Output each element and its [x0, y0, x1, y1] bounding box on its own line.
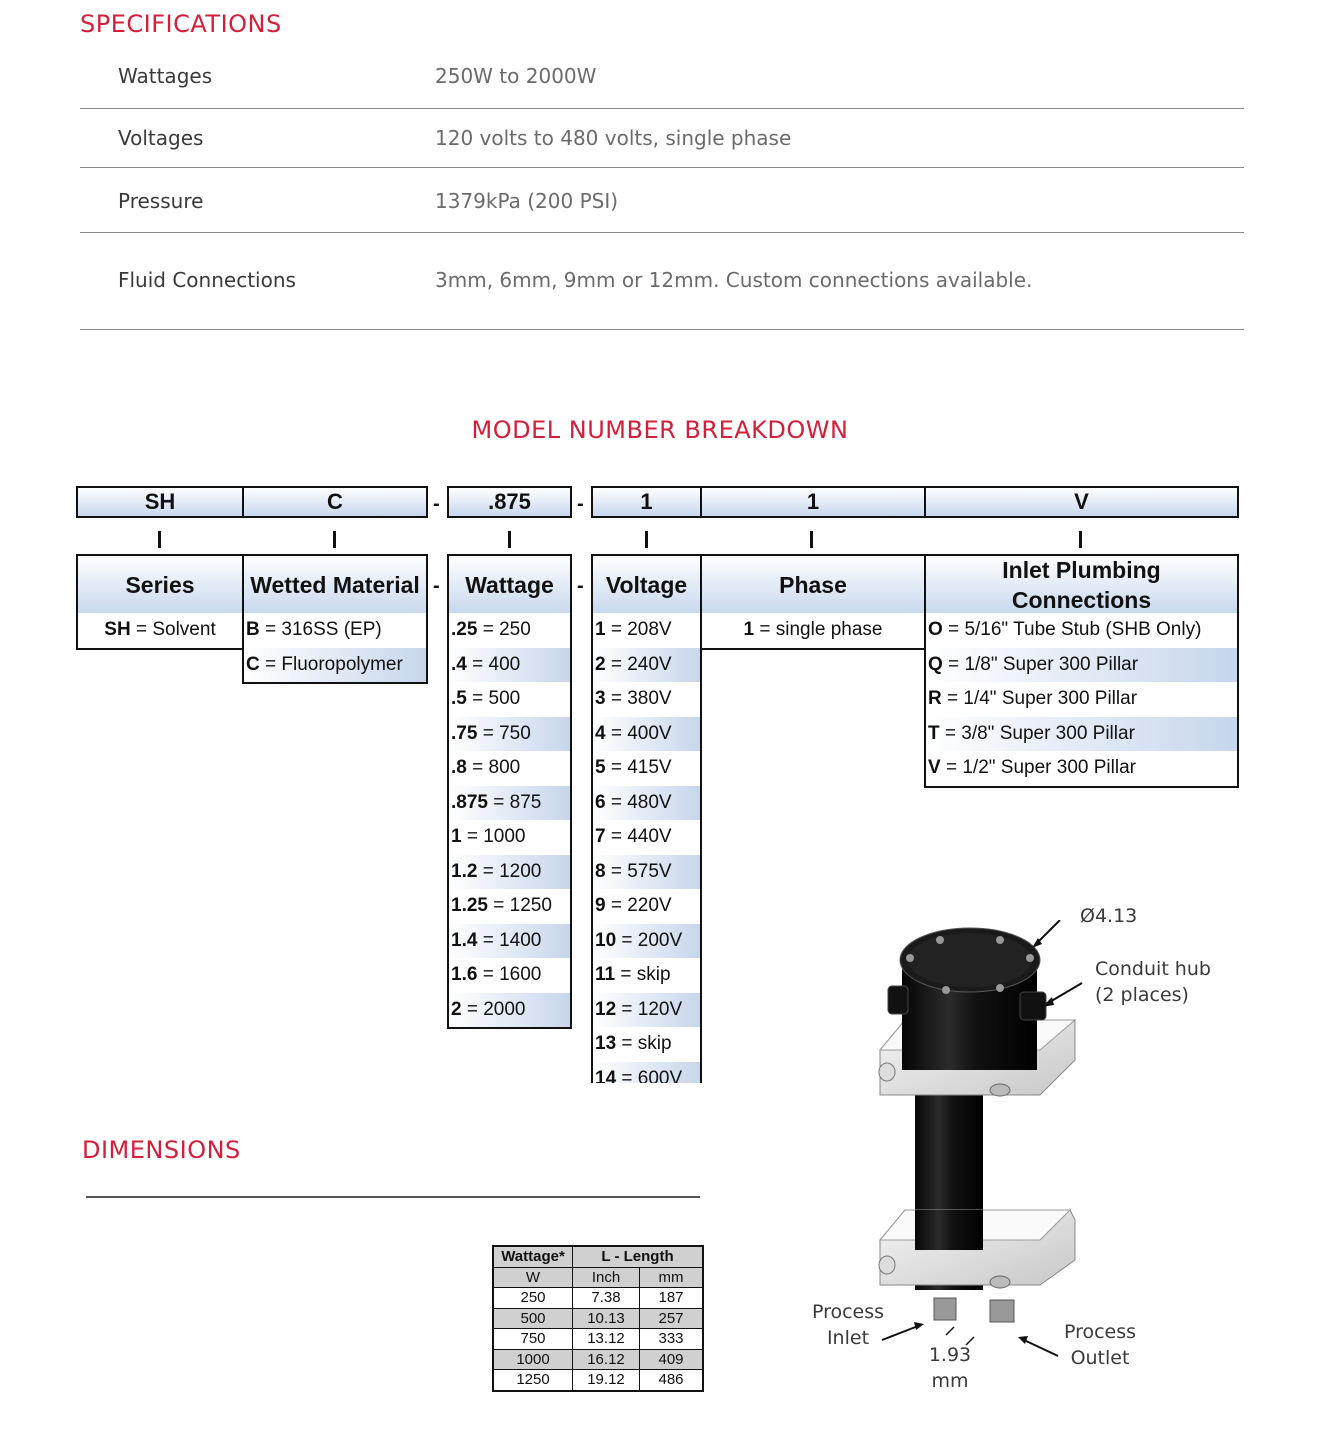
table-cell: 10.13 [573, 1308, 640, 1329]
voltage-option: 1 = 208V [595, 619, 672, 641]
table-header: L - Length [573, 1246, 704, 1267]
material-option: C = Fluoropolymer [244, 648, 426, 683]
process-inlet-label: Process Inlet [811, 1301, 885, 1349]
inlet-header: Inlet Plumbing Connections [926, 556, 1237, 613]
voltage-option: 9 = 220V [595, 895, 672, 917]
wattage-column [447, 554, 572, 1029]
wattage-option: 1.25 = 1250 [451, 895, 552, 917]
connector-tick [1079, 531, 1082, 548]
spec-label: Voltages [118, 126, 204, 150]
series-option: SH = Solvent [104, 619, 216, 641]
outlet-arrow-icon [1012, 1332, 1062, 1362]
wattage-option: .875 = 875 [449, 786, 570, 821]
spec-value: 120 volts to 480 volts, single phase [435, 126, 792, 150]
table-cell: 486 [640, 1370, 704, 1391]
table-cell: 750 [493, 1329, 573, 1350]
code-dash: - [433, 493, 440, 515]
material-option: B = 316SS (EP) [246, 619, 382, 641]
wattage-option: .75 = 750 [449, 717, 570, 752]
code-series: SH [76, 486, 244, 518]
specifications-title: SPECIFICATIONS [80, 10, 282, 38]
table-subheader: mm [640, 1267, 704, 1288]
voltage-header: Voltage [593, 556, 700, 613]
spec-row-pressure [80, 167, 1244, 233]
wattage-option: 1.6 = 1600 [451, 964, 542, 986]
spec-label: Fluid Connections [118, 268, 296, 292]
table-cell: 187 [640, 1288, 704, 1309]
wattage-option: 1.2 = 1200 [449, 855, 570, 890]
table-subheader: Inch [573, 1267, 640, 1288]
table-row [493, 1370, 703, 1391]
voltage-option: 2 = 240V [593, 648, 700, 683]
voltage-column [591, 554, 702, 1083]
connector-tick [508, 531, 511, 548]
inlet-option: V = 1/2" Super 300 Pillar [928, 757, 1136, 779]
material-header: Wetted Material [244, 556, 426, 613]
table-cell: 1250 [493, 1370, 573, 1391]
code-voltage: 1 [591, 486, 702, 518]
voltage-option: 13 = skip [595, 1033, 672, 1055]
spec-row-fluid-connections [80, 232, 1244, 330]
table-row [493, 1349, 703, 1370]
conduit-arrow-icon [1020, 975, 1090, 1015]
spec-value: 250W to 2000W [435, 64, 597, 88]
code-inlet: V [924, 486, 1239, 518]
spec-label: Wattages [118, 64, 213, 88]
process-outlet-label: Process Outlet [1063, 1321, 1137, 1369]
table-cell: 500 [493, 1308, 573, 1329]
inlet-option: O = 5/16" Tube Stub (SHB Only) [928, 619, 1202, 641]
connector-tick [333, 531, 336, 548]
voltage-option: 8 = 575V [593, 855, 700, 890]
connector-tick [645, 531, 648, 548]
voltage-option: 11 = skip [595, 964, 671, 986]
table-cell: 16.12 [573, 1349, 640, 1370]
spec-row-wattages [80, 52, 1244, 109]
table-header: Wattage* [493, 1246, 573, 1267]
diameter-label: Ø4.13 [1080, 905, 1138, 927]
wattage-option: .25 = 250 [451, 619, 531, 641]
wattage-option: .8 = 800 [451, 757, 521, 779]
table-cell: 7.38 [573, 1288, 640, 1309]
dimensions-table [492, 1245, 704, 1392]
connector-tick [810, 531, 813, 548]
voltage-option: 12 = 120V [593, 993, 700, 1028]
fitting-spacing-label: 1.93 mm [928, 1344, 972, 1392]
voltage-option: 14 = 600V [593, 1062, 700, 1084]
code-phase: 1 [700, 486, 926, 518]
code-dash: - [577, 575, 584, 597]
inlet-option: R = 1/4" Super 300 Pillar [928, 688, 1138, 710]
connector-tick [158, 531, 161, 548]
table-row [493, 1329, 703, 1350]
table-cell: 257 [640, 1308, 704, 1329]
voltage-option: 4 = 400V [593, 717, 700, 752]
spec-row-voltages [80, 108, 1244, 168]
voltage-option: 3 = 380V [595, 688, 672, 710]
wattage-option: .4 = 400 [449, 648, 570, 683]
spec-value: 1379kPa (200 PSI) [435, 189, 619, 213]
wattage-option: .5 = 500 [451, 688, 521, 710]
voltage-option: 5 = 415V [595, 757, 672, 779]
table-cell: 250 [493, 1288, 573, 1309]
code-material: C [242, 486, 428, 518]
wattage-option: 1 = 1000 [451, 826, 526, 848]
table-row [493, 1288, 703, 1309]
code-dash: - [577, 493, 584, 515]
phase-column [700, 554, 926, 650]
dimensions-divider [86, 1196, 700, 1198]
material-column [242, 554, 428, 684]
table-cell: 409 [640, 1349, 704, 1370]
table-cell: 13.12 [573, 1329, 640, 1350]
code-wattage: .875 [447, 486, 572, 518]
conduit-hub-label: Conduit hub (2 places) [1095, 958, 1211, 1006]
spec-value: 3mm, 6mm, 9mm or 12mm. Custom connections available. [435, 268, 1033, 292]
model-breakdown-title: MODEL NUMBER BREAKDOWN [471, 416, 849, 444]
voltage-option: 10 = 200V [593, 924, 700, 959]
wattage-option: 1.4 = 1400 [449, 924, 570, 959]
dimensions-title: DIMENSIONS [82, 1136, 241, 1164]
table-row [493, 1308, 703, 1329]
wattage-header: Wattage [449, 556, 570, 613]
inlet-option: T = 3/8" Super 300 Pillar [926, 717, 1237, 752]
inlet-option: Q = 1/8" Super 300 Pillar [926, 648, 1237, 683]
voltage-option: 6 = 480V [593, 786, 700, 821]
series-header: Series [78, 556, 242, 613]
table-cell: 19.12 [573, 1370, 640, 1391]
code-dash: - [433, 575, 440, 597]
voltage-option: 7 = 440V [595, 826, 672, 848]
table-cell: 333 [640, 1329, 704, 1350]
inlet-column [924, 554, 1239, 788]
phase-header: Phase [702, 556, 924, 613]
spec-label: Pressure [118, 189, 204, 213]
series-column [76, 554, 244, 650]
table-subheader: W [493, 1267, 573, 1288]
wattage-option: 2 = 2000 [449, 993, 570, 1028]
phase-option: 1 = single phase [743, 619, 883, 641]
table-cell: 1000 [493, 1349, 573, 1370]
